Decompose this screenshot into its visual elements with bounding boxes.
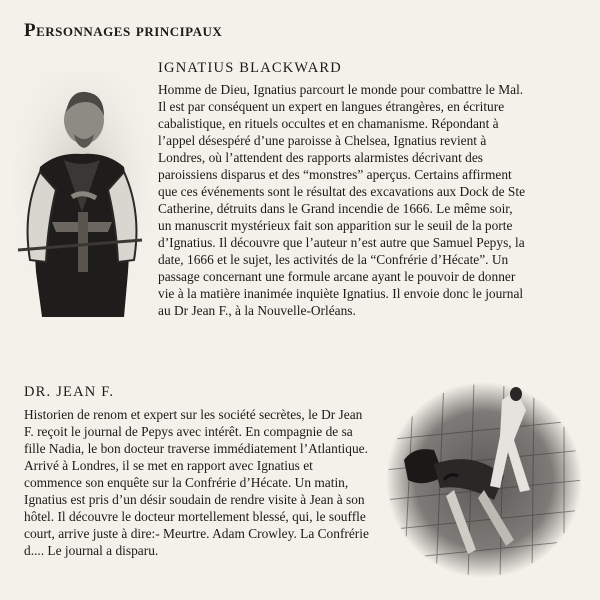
character-description-jean: Historien de renom et expert sur les société secrètes, le Dr Jean F. reçoit le journal de Pepys avec intérêt. En compagnie de sa fille Nadia, le bon docteur traverse immédiatement l’Atlantique. Arrivé à Londres, il se met en rapport avec Ignatius et commence son enquête sur la Confrérie d’Hécate. Un matin, Ignatius est pris d’un désir soudain de rendre visite à Jean à son hôtel. Il découvre le docteur mortellement blessé, qui, le souffle court, arrive juste à dire:- Meurtre. Adam Crowley. La Confrérie d.... Le journal a disparu.	[24, 407, 369, 558]
character-name-jean: DR. JEAN F.	[24, 384, 115, 400]
ignatius-illustration	[12, 72, 152, 322]
crime-scene-illustration	[384, 380, 584, 580]
character-description-ignatius: Homme de Dieu, Ignatius parcourt le monde pour combattre le Mal. Il est par conséquent un expert en langues étrangères, en écriture cabalistique, en rituels occultes et en chamanisme. Répondant à l’appel désespéré d’une paroisse à Chelsea, Ignatius revient à Londres, où l’attendent des rapports alarmistes décrivant des paroissiens disparus et des “monstres” aperçus. Certains affirment que ces événements sont le résultat des excavations aux Dock de Ste Catherine, détruits dans le Grand incendie de 1666. Le même soir, un manuscrit mystérieux fait son apparition sur le seuil de la porte d’Ignatius. Il découvre que l’auteur n’est autre que Samuel Pepys, la date, 1666 et le sujet, les activités de la “Confrérie d’Hécate”. Un passage concernant une formule arcane ayant le pouvoir de donner vie à la matière inanimée inquiète Ignatius. Il envoie donc le journal au Dr Jean F., à la Nouvelle-Orléans.	[158, 82, 526, 318]
section-title: Personnages principaux	[24, 20, 223, 41]
character-name-ignatius: IGNATIUS BLACKWARD	[158, 60, 342, 76]
